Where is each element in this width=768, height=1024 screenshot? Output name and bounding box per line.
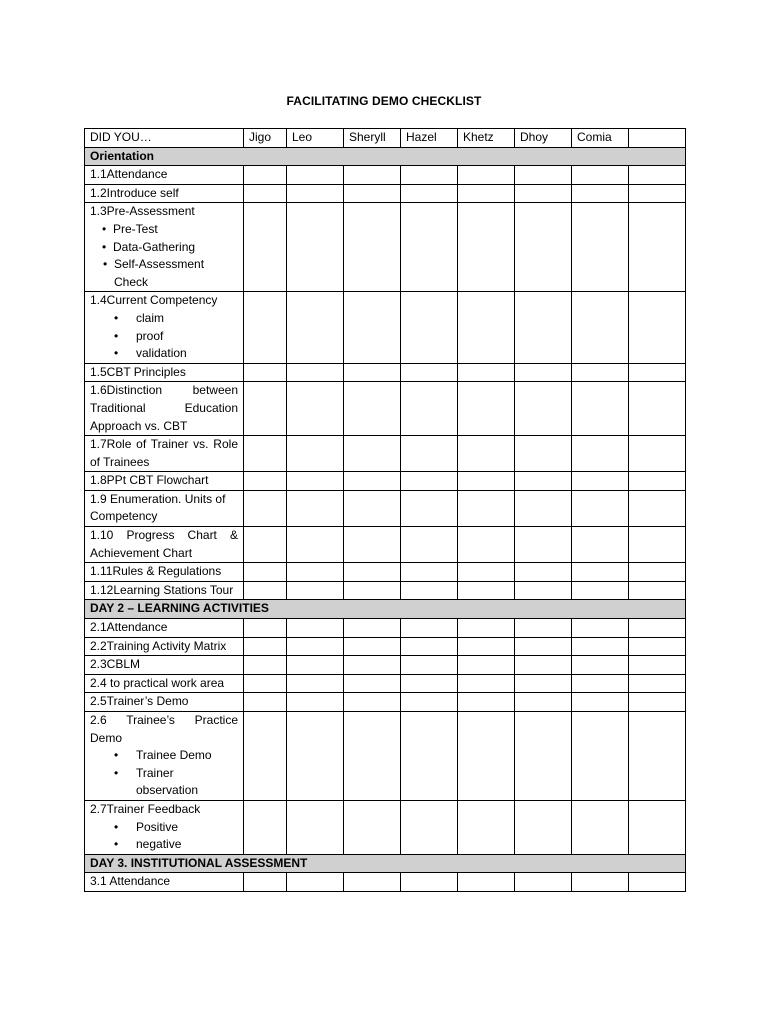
section-title: DAY 2 – LEARNING ACTIVITIES: [85, 600, 686, 619]
bullet-item: negative: [136, 837, 182, 852]
check-cell: [287, 472, 344, 491]
check-cell: [287, 166, 344, 185]
check-cell: [244, 800, 287, 854]
bullet-dot-icon: •: [114, 328, 119, 343]
section-row-day2: [85, 600, 686, 619]
task-cell: [85, 292, 244, 363]
check-cell: [458, 436, 515, 472]
check-cell: [287, 203, 344, 292]
check-cell: [344, 363, 401, 382]
task-cell: [85, 693, 244, 712]
check-cell: [572, 637, 629, 656]
check-cell: [244, 292, 287, 363]
task-cell: [85, 472, 244, 491]
check-cell: [572, 800, 629, 854]
check-cell: [629, 527, 686, 563]
check-cell: [629, 619, 686, 638]
check-cell: [344, 637, 401, 656]
task-cell: [85, 563, 244, 582]
task-cell: [85, 203, 244, 292]
page-title: FACILITATING DEMO CHECKLIST: [286, 94, 482, 108]
check-cell: [401, 184, 458, 203]
check-cell: [287, 292, 344, 363]
table-row: [85, 527, 686, 563]
check-cell: [629, 472, 686, 491]
bullet-item: validation: [136, 346, 187, 361]
check-cell: [244, 382, 287, 436]
check-cell: [629, 693, 686, 712]
check-cell: [572, 674, 629, 693]
check-cell: [629, 490, 686, 526]
table-row: [85, 436, 686, 472]
check-cell: [287, 619, 344, 638]
bullet-dot-icon: •: [114, 748, 119, 763]
bullet-item: Trainee Demo: [136, 748, 212, 763]
bullet-item: proof: [136, 328, 164, 343]
check-cell: [344, 619, 401, 638]
check-cell: [287, 873, 344, 892]
bullet-item-wrap: [90, 836, 238, 854]
check-cell: [515, 436, 572, 472]
bullet-item-wrap: [90, 256, 238, 291]
check-cell: [458, 563, 515, 582]
table-row: [85, 656, 686, 675]
task-label: 1.7Role of Trainer vs. Role of Trainees: [90, 437, 238, 469]
check-cell: [458, 184, 515, 203]
table-row: [85, 619, 686, 638]
task-cell: [85, 166, 244, 185]
task-cell: [85, 637, 244, 656]
check-cell: [401, 203, 458, 292]
check-cell: [401, 472, 458, 491]
check-cell: [458, 674, 515, 693]
check-cell: [629, 637, 686, 656]
task-cell: [85, 184, 244, 203]
task-label: 3.1 Attendance: [90, 874, 171, 889]
check-cell: [287, 563, 344, 582]
task-label: 2.4 to practical work area: [90, 675, 225, 690]
task-label: 1.1Attendance: [90, 167, 168, 182]
check-cell: [515, 472, 572, 491]
check-cell: [244, 472, 287, 491]
bullet-item: • Pre-Test: [90, 221, 238, 239]
check-cell: [572, 184, 629, 203]
check-cell: [629, 563, 686, 582]
task-label: 1.10 Progress Chart & Achievement Chart: [90, 528, 238, 560]
check-cell: [458, 800, 515, 854]
check-cell: [458, 712, 515, 801]
task-cell: [85, 619, 244, 638]
check-cell: [244, 581, 287, 600]
table-row: [85, 472, 686, 491]
check-cell: [515, 800, 572, 854]
check-cell: [572, 203, 629, 292]
check-cell: [629, 674, 686, 693]
check-cell: [515, 581, 572, 600]
check-cell: [344, 712, 401, 801]
check-cell: [344, 436, 401, 472]
check-cell: [344, 527, 401, 563]
check-cell: [401, 800, 458, 854]
check-cell: [572, 292, 629, 363]
section-row-day3: [85, 854, 686, 873]
bullet-item: • Data-Gathering: [90, 239, 238, 257]
check-cell: [344, 203, 401, 292]
check-cell: [515, 693, 572, 712]
task-label: 2.1Attendance: [90, 620, 168, 635]
check-cell: [458, 490, 515, 526]
check-cell: [401, 490, 458, 526]
check-cell: [344, 184, 401, 203]
check-cell: [401, 563, 458, 582]
bullet-item-wrap: [90, 328, 238, 346]
check-cell: [244, 527, 287, 563]
check-cell: [458, 203, 515, 292]
check-cell: [458, 527, 515, 563]
check-cell: [515, 382, 572, 436]
bullet-item-wrap: [90, 765, 238, 800]
task-cell: [85, 382, 244, 436]
check-cell: [401, 712, 458, 801]
check-cell: [629, 656, 686, 675]
check-cell: [344, 656, 401, 675]
task-label: 1.8PPt CBT Flowchart: [90, 473, 209, 488]
bullet-dot-icon: •: [114, 310, 119, 325]
check-cell: [458, 637, 515, 656]
task-label: 1.2Introduce self: [90, 185, 179, 200]
check-cell: [287, 581, 344, 600]
check-cell: [572, 619, 629, 638]
check-cell: [287, 436, 344, 472]
check-cell: [629, 184, 686, 203]
task-label: 1.11Rules & Regulations: [90, 564, 222, 579]
check-cell: [515, 184, 572, 203]
check-cell: [401, 637, 458, 656]
check-cell: [344, 292, 401, 363]
section-title: DAY 3. INSTITUTIONAL ASSESSMENT: [85, 854, 686, 873]
table-row: [85, 382, 686, 436]
check-cell: [629, 436, 686, 472]
task-label: 2.2Training Activity Matrix: [90, 638, 227, 653]
check-cell: [572, 436, 629, 472]
table-row: [85, 581, 686, 600]
header-person-comia: Comia: [572, 129, 629, 148]
check-cell: [244, 166, 287, 185]
task-label: 2.5Trainer’s Demo: [90, 694, 189, 709]
task-cell: [85, 873, 244, 892]
check-cell: [629, 800, 686, 854]
check-cell: [287, 656, 344, 675]
bullet-item: Self-Assessment Check: [114, 257, 205, 289]
bullet-dot-icon: •: [103, 257, 108, 272]
table-row: [85, 363, 686, 382]
check-cell: [344, 382, 401, 436]
check-cell: [287, 184, 344, 203]
check-cell: [244, 563, 287, 582]
check-cell: [458, 166, 515, 185]
table-row: [85, 800, 686, 854]
check-cell: [287, 712, 344, 801]
check-cell: [629, 712, 686, 801]
check-cell: [344, 166, 401, 185]
check-cell: [458, 619, 515, 638]
check-cell: [287, 382, 344, 436]
table-row: [85, 674, 686, 693]
bullet-dot-icon: •: [114, 837, 119, 852]
header-person-khetz: Khetz: [458, 129, 515, 148]
check-cell: [244, 637, 287, 656]
check-cell: [401, 166, 458, 185]
bullet-dot-icon: •: [114, 819, 119, 834]
bullet-item-wrap: [90, 345, 238, 363]
check-cell: [401, 363, 458, 382]
check-cell: [344, 490, 401, 526]
header-person-blank: [629, 129, 686, 148]
check-cell: [344, 472, 401, 491]
check-cell: [515, 637, 572, 656]
check-cell: [629, 166, 686, 185]
header-person-leo: Leo: [287, 129, 344, 148]
check-cell: [287, 490, 344, 526]
header-person-sheryll: Sheryll: [344, 129, 401, 148]
task-cell: [85, 656, 244, 675]
table-row: [85, 184, 686, 203]
check-cell: [572, 166, 629, 185]
check-cell: [244, 363, 287, 382]
table-row: [85, 712, 686, 801]
bullet-item-wrap: [90, 819, 238, 837]
check-cell: [572, 656, 629, 675]
task-label: 1.9 Enumeration. Units of Competency: [90, 491, 226, 524]
table-row: [85, 166, 686, 185]
check-cell: [344, 873, 401, 892]
table-row: [85, 292, 686, 363]
check-cell: [629, 382, 686, 436]
check-cell: [515, 490, 572, 526]
check-cell: [629, 292, 686, 363]
check-cell: [515, 674, 572, 693]
check-cell: [344, 563, 401, 582]
check-cell: [401, 693, 458, 712]
check-cell: [458, 581, 515, 600]
check-cell: [629, 203, 686, 292]
check-cell: [244, 203, 287, 292]
checklist-table: [84, 128, 686, 892]
table-row: [85, 563, 686, 582]
check-cell: [287, 527, 344, 563]
check-cell: [401, 436, 458, 472]
check-cell: [572, 873, 629, 892]
check-cell: [244, 873, 287, 892]
check-cell: [244, 184, 287, 203]
check-cell: [572, 382, 629, 436]
task-label: 1.12Learning Stations Tour: [90, 582, 234, 597]
check-cell: [244, 436, 287, 472]
task-cell: [85, 581, 244, 600]
check-cell: [344, 674, 401, 693]
bullet-item-wrap: [90, 747, 238, 765]
check-cell: [244, 674, 287, 693]
check-cell: [287, 693, 344, 712]
check-cell: [401, 619, 458, 638]
task-label: 2.3CBLM: [90, 657, 141, 672]
task-label: 1.4Current Competency: [90, 293, 218, 308]
check-cell: [244, 490, 287, 526]
check-cell: [515, 292, 572, 363]
check-cell: [572, 490, 629, 526]
check-cell: [572, 712, 629, 801]
check-cell: [515, 563, 572, 582]
check-cell: [287, 637, 344, 656]
table-row: [85, 873, 686, 892]
check-cell: [401, 527, 458, 563]
task-cell: [85, 363, 244, 382]
bullet-dot-icon: •: [114, 765, 119, 780]
check-cell: [572, 527, 629, 563]
check-cell: [401, 656, 458, 675]
check-cell: [458, 656, 515, 675]
check-cell: [344, 693, 401, 712]
header-person-hazel: Hazel: [401, 129, 458, 148]
task-label: 1.3Pre-Assessment: [90, 204, 195, 219]
check-cell: [515, 527, 572, 563]
check-cell: [458, 693, 515, 712]
task-cell: [85, 712, 244, 801]
bullet-item: Positive: [136, 819, 179, 834]
check-cell: [458, 292, 515, 363]
header-person-jigo: Jigo: [244, 129, 287, 148]
check-cell: [515, 363, 572, 382]
check-cell: [515, 656, 572, 675]
check-cell: [244, 712, 287, 801]
check-cell: [287, 363, 344, 382]
section-row-orientation: [85, 147, 686, 166]
check-cell: [401, 292, 458, 363]
check-cell: [244, 693, 287, 712]
check-cell: [629, 581, 686, 600]
check-cell: [287, 674, 344, 693]
check-cell: [287, 800, 344, 854]
check-cell: [515, 166, 572, 185]
task-cell: [85, 800, 244, 854]
check-cell: [629, 873, 686, 892]
check-cell: [458, 472, 515, 491]
table-row: [85, 693, 686, 712]
section-title: Orientation: [85, 147, 686, 166]
check-cell: [515, 203, 572, 292]
task-label: 2.7Trainer Feedback: [90, 801, 201, 816]
check-cell: [344, 581, 401, 600]
table-row: [85, 490, 686, 526]
check-cell: [244, 656, 287, 675]
check-cell: [572, 563, 629, 582]
check-cell: [629, 363, 686, 382]
check-cell: [572, 581, 629, 600]
check-cell: [401, 873, 458, 892]
check-cell: [515, 619, 572, 638]
task-cell: [85, 674, 244, 693]
check-cell: [572, 363, 629, 382]
task-cell: [85, 436, 244, 472]
check-cell: [344, 800, 401, 854]
check-cell: [515, 873, 572, 892]
header-label: DID YOU…: [85, 129, 244, 148]
check-cell: [458, 363, 515, 382]
bullet-item: Trainer observation: [136, 765, 199, 798]
check-cell: [515, 712, 572, 801]
bullet-dot-icon: •: [114, 346, 119, 361]
header-row: [85, 129, 686, 148]
check-cell: [244, 619, 287, 638]
table-row: [85, 637, 686, 656]
header-person-dhoy: Dhoy: [515, 129, 572, 148]
check-cell: [401, 674, 458, 693]
check-cell: [572, 693, 629, 712]
task-cell: [85, 527, 244, 563]
task-cell: [85, 490, 244, 526]
check-cell: [401, 382, 458, 436]
bullet-item-wrap: [90, 310, 238, 328]
check-cell: [458, 873, 515, 892]
check-cell: [458, 382, 515, 436]
task-label: 1.6Distinction between Traditional Education Approach vs. CBT: [90, 383, 238, 433]
check-cell: [572, 472, 629, 491]
task-label: 1.5CBT Principles: [90, 364, 186, 379]
task-label: 2.6 Trainee’s Practice Demo: [90, 713, 238, 745]
check-cell: [401, 581, 458, 600]
table-row: [85, 203, 686, 292]
bullet-item: claim: [136, 310, 165, 325]
